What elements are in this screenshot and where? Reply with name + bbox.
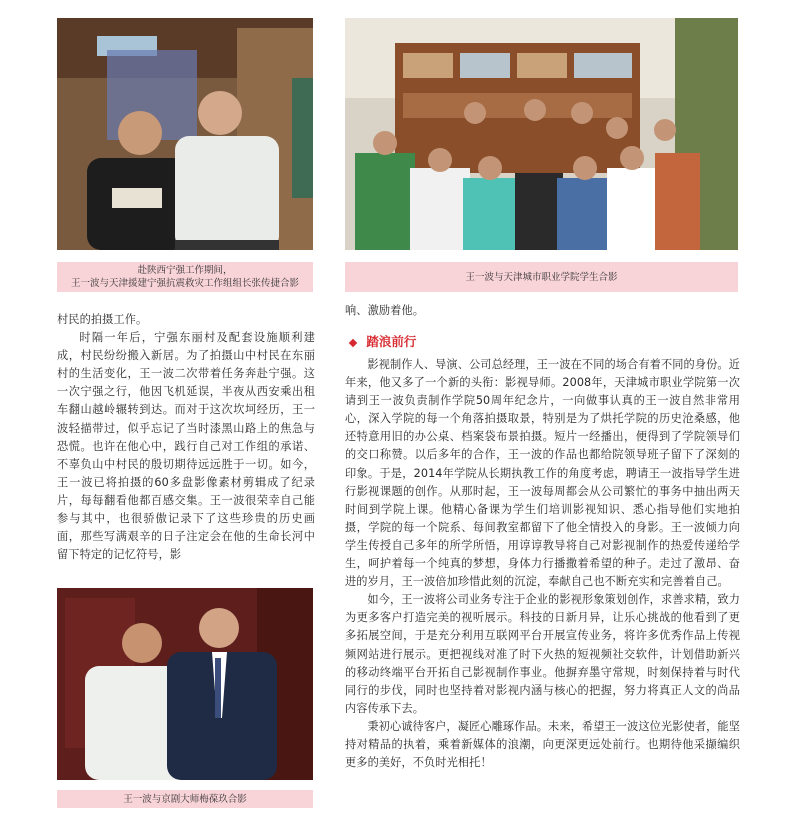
left-text-column [57, 311, 315, 564]
photo-zhang-chuanjie [57, 18, 313, 250]
left-paragraph-continuation: 村民的拍摄工作。 [57, 313, 148, 326]
photo-students [345, 18, 738, 250]
caption-photo2-text: 王一波与天津城市职业学院学生合影 [465, 271, 618, 283]
right-lead-text: 响、激励着他。 [345, 304, 425, 317]
right-paragraph-2: 如今，王一波将公司业务专注于企业的影视形象策划创作，求善求精，致力为更多客户打造完美的视听展示。科技的日新月异，让乐心挑战的他看到了更多拓展空间，于是充分利用互联网平台开展宣传业务，将许多优秀作品上传视频网站进行展示。更把视线对准了时下火热的短视频社交软件，计划借助新兴的移动终端平台开拓自己影视制作事业。他摒弃墨守常规，时刻保持着与时代同行的步伐，同时也坚持着对影视内涵与核心的把握，努力将真正人文的尚品内容传承下去。 [345, 593, 740, 715]
caption-photo1 [57, 262, 313, 292]
caption-photo3-text: 王一波与京剧大师梅葆玖合影 [123, 793, 247, 805]
left-paragraph: 时隔一年后，宁强东丽村及配套设施顺利建成，村民纷纷搬入新居。为了拍摄山中村民在东丽村的生活变化，王一波二次带着任务奔赴宁强。这一次宁强之行，他因飞机延误，半夜从西安乘出租车翻山越岭辗转到达。而对于这次坎坷经历，王一波轻描带过，似乎忘记了当时漆黑山路上的焦急与恐慌。也许在他心中，践行自己对工作组的承诺、不辜负山中村民的殷切期待远远胜于一切。如今，王一波已将拍摄的60多盘影像素材剪辑成了纪录片，每每翻看他都百感交集。王一波很荣幸自己能参与其中，也很骄傲记录下了这些珍贵的历史画面，那些写满艰辛的日子注定会在他的生命长河中留下特定的记忆符号，影 [57, 331, 315, 562]
right-lead-line [345, 302, 740, 320]
right-paragraph-1: 影视制作人、导演、公司总经理，王一波在不同的场合有着不同的身份。近年来，他又多了一个新的头衔：影视导师。2008年，天津城市职业学院第一次请到王一波负责制作学院50周年纪念片，一向做事认真的王一波自然非常用心，深入学院的每一个角落拍摄取景，特别是为了烘托学院的历史沧桑感，他还特意用旧的办公桌、档案袋布景拍摄。短片一经播出，便得到了学院领导们的交口称赞。以后多年的合作，王一波的作品也都给院领导班子留下了深刻的印象。于是，2014年学院从长期执教工作的角度考虑，聘请王一波指导学生进行影视课题的创作。从那时起，王一波每周都会从公司繁忙的事务中抽出两天时间到学院上课。他精心备课为学生们培训影视知识、悉心指导他们实地拍摄，学院的每一个院系、每间教室都留下了他全情投入的身影。王一波倾力向学生传授自己多年的所学所悟，用谆谆教导将自己对影视制作的热爱传递给学生，呵护着每一个纯真的梦想，身体力行播撒着希望的种子。走过了激昂、奋进的岁月，王一波倍加珍惜此刻的沉淀，奉献自己也不断充实和完善着自己。 [345, 358, 740, 589]
section-heading-text: 踏浪前行 [366, 334, 417, 349]
caption-photo1-line2: 王一波与天津援建宁强抗震救灾工作组组长张传捷合影 [70, 278, 299, 289]
caption-photo2 [345, 262, 738, 292]
caption-photo1-line1: 赴陕西宁强工作期间， [137, 265, 233, 276]
photo-mei-baojiu [57, 588, 313, 780]
right-paragraph-3: 秉初心诚待客户，凝匠心雕琢作品。未来，希望王一波这位光影使者，能坚持对精品的执着，乘着新媒体的浪潮，向更深更远处前行。也期待他采撷编织更多的美好，不负时光相托！ [345, 719, 740, 770]
caption-photo3 [57, 790, 313, 808]
right-text-column [345, 356, 740, 772]
section-heading [350, 332, 416, 350]
